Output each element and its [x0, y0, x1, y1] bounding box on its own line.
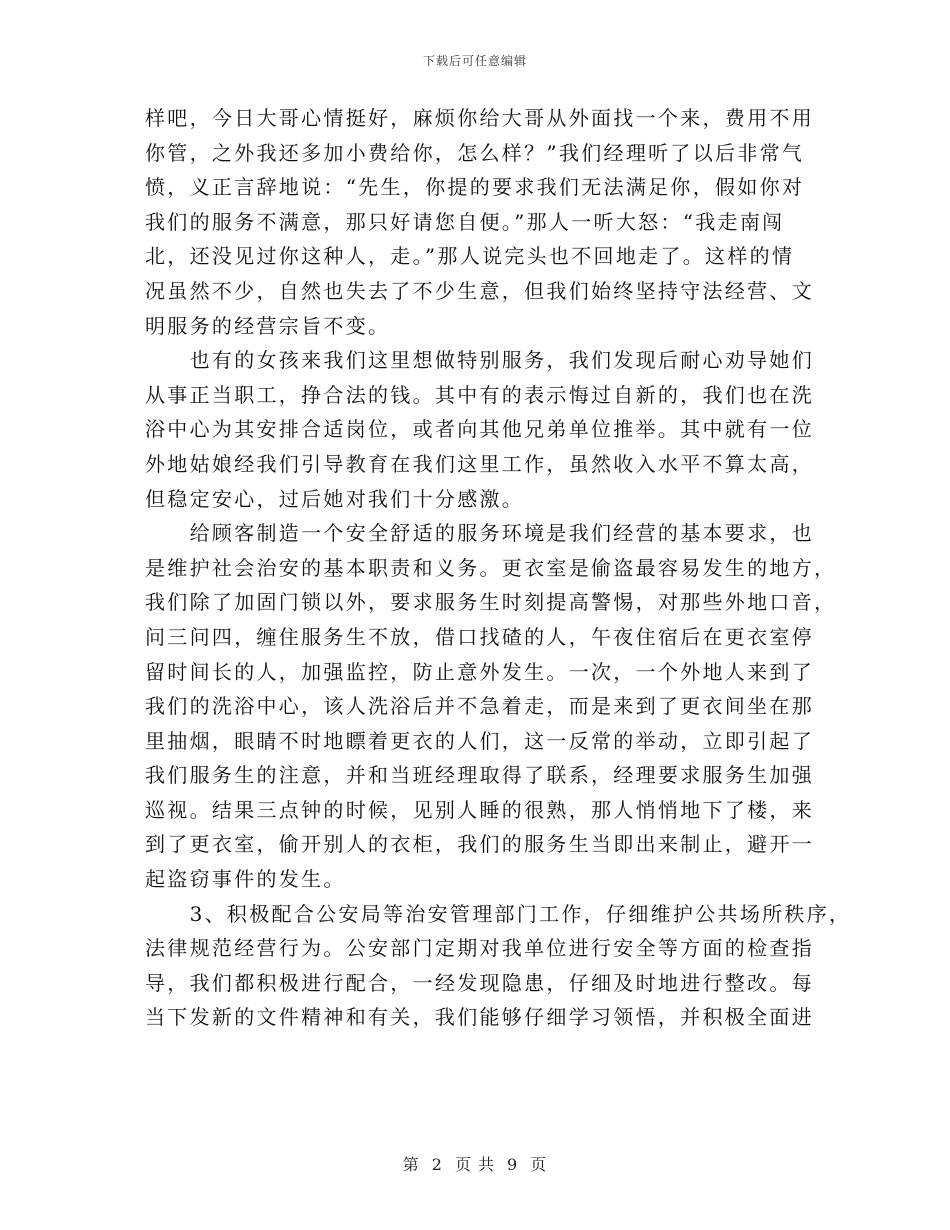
page-footer: [0, 1152, 950, 1175]
text-line: 浴中心为其安排合适岗位，或者向其他兄弟单位推举。其中就有一位: [145, 417, 814, 442]
text-line: 法律规范经营行为。公安部门定期对我单位进行安全等方面的检查指: [145, 936, 814, 961]
page-number: 2: [431, 1155, 443, 1174]
text-line: 问三问四，缠住服务生不放，借口找碴的人，午夜住宿后在更衣室停: [145, 624, 814, 649]
text-line: 但稳定安心，过后她对我们十分感激。: [145, 486, 525, 511]
text-line: 当下发新的文件精神和有关，我们能够仔细学习领悟，并积极全面进: [145, 1005, 814, 1030]
text-line: 3、积极配合公安局等治安管理部门工作，仔细维护公共场所秩序，: [145, 901, 852, 926]
text-line: 你管，之外我还多加小费给你，怎么样？”我们经理听了以后非常气: [145, 140, 805, 165]
text-line: 到了更衣室，偷开别人的衣柜，我们的服务生当即出来制止，避开一: [145, 832, 814, 857]
text-line: 我们服务生的注意，并和当班经理取得了联系，经理要求服务生加强: [145, 763, 814, 788]
text-line: 外地姑娘经我们引导教育在我们这里工作，虽然收入水平不算太高，: [145, 451, 814, 476]
text-line: 里抽烟，眼睛不时地瞟着更衣的人们，这一反常的举动，立即引起了: [145, 728, 814, 753]
text-line: 起盗窃事件的发生。: [145, 867, 346, 892]
text-line: 我们的洗浴中心，该人洗浴后并不急着走，而是来到了更衣间坐在那: [145, 694, 814, 719]
page-total: 9: [507, 1155, 519, 1174]
page-footer-suffix: 页: [530, 1155, 548, 1174]
text-line: 留时间长的人，加强监控，防止意外发生。一次，一个外地人来到了: [145, 659, 814, 684]
page-footer-prefix: 第: [402, 1155, 420, 1174]
text-line: 明服务的经营宗旨不变。: [145, 313, 391, 338]
text-line: 我们的服务不满意，那只好请您自便。”那人一听大怒：“我走南闯: [145, 209, 785, 234]
text-line: 况虽然不少，自然也失去了不少生意，但我们始终坚持守法经营、文: [145, 278, 814, 303]
text-line: 给顾客制造一个安全舒适的服务环境是我们经营的基本要求，也: [145, 521, 814, 546]
page-header: 下载后可任意编辑: [422, 54, 527, 68]
text-line: 北，还没见过你这种人，走。”那人说完头也不回地走了。这样的情: [145, 244, 795, 269]
text-line: 也有的女孩来我们这里想做特别服务，我们发现后耐心劝导她们: [145, 348, 814, 373]
page-footer-middle: 页 共: [454, 1155, 496, 1174]
text-line: 导，我们都积极进行配合，一经发现隐患，仔细及时地进行整改。每: [145, 970, 814, 995]
text-line: 从事正当职工，挣合法的钱。其中有的表示悔过自新的，我们也在洗: [145, 382, 814, 407]
text-line: 巡视。结果三点钟的时候，见别人睡的很熟，那人悄悄地下了楼，来: [145, 797, 814, 822]
text-line: 是维护社会治安的基本职责和义务。更衣室是偷盗最容易发生的地方，: [145, 555, 837, 580]
text-line: 样吧，今日大哥心情挺好，麻烦你给大哥从外面找一个来，费用不用: [145, 106, 814, 130]
text-line: 愤，义正言辞地说：“先生，你提的要求我们无法满足你，假如你对: [145, 175, 805, 200]
text-line: 我们除了加固门锁以外，要求服务生时刻提高警惕，对那些外地口音，: [145, 590, 837, 615]
document-body: [145, 101, 852, 1035]
